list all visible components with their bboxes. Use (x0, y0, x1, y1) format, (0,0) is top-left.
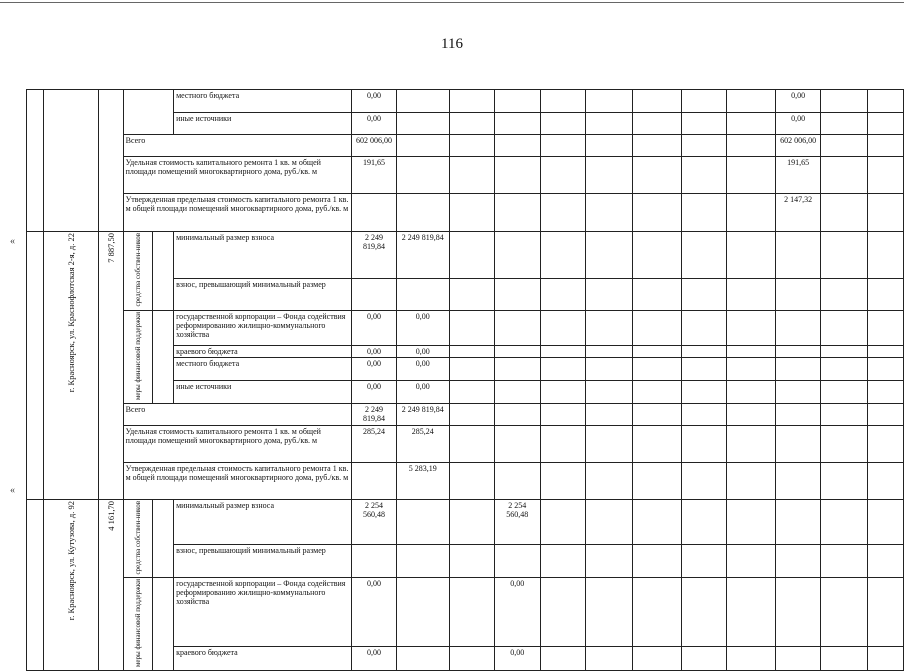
cost-cell: 0,00 (396, 358, 449, 381)
total-cost: 0,00 (352, 646, 396, 670)
cost-cell (449, 113, 494, 135)
table-row (27, 403, 904, 425)
cost-cell: 0,00 (494, 578, 540, 647)
total-cost (352, 544, 396, 577)
cost-cell (449, 310, 494, 345)
cost-cell: 602 006,00 (775, 135, 820, 157)
cost-cell (396, 194, 449, 232)
cost-cell: 0,00 (396, 345, 449, 357)
address-text: г. Красноярск, ул. Краснофлотская 2-я, д. 22 (65, 233, 76, 393)
area-cell (98, 232, 123, 500)
index-cell (27, 232, 44, 500)
cost-cell (449, 232, 494, 279)
group-support-text: меры финансовой поддержки (133, 579, 142, 668)
address-cell (43, 90, 98, 232)
cost-cell (396, 646, 449, 670)
source-label: государственной корпорации – Фонда содействия реформированию жилищно-коммунального хозяйства (174, 310, 352, 345)
cost-cell (449, 345, 494, 357)
total-cost: 602 006,00 (352, 135, 396, 157)
group-owners-text: средства собствен-ников (133, 233, 142, 307)
cost-cell: 0,00 (396, 310, 449, 345)
group-support-cell (123, 578, 152, 671)
group-owners-cell (123, 499, 152, 578)
cost-cell (396, 578, 449, 647)
table-row (27, 90, 904, 113)
index-cell (27, 90, 44, 232)
cost-cell (449, 278, 494, 310)
cost-cell (396, 544, 449, 577)
address-text: г. Красноярск, ул. Кутузова, д. 92 (65, 500, 76, 620)
total-cost: 191,65 (352, 157, 396, 194)
cost-cell (396, 90, 449, 113)
source-label: государственной корпорации – Фонда содействия реформированию жилищно-коммунального хозяйства (174, 578, 352, 647)
table-row (27, 194, 904, 232)
cost-cell (396, 113, 449, 135)
cost-cell: 0,00 (396, 380, 449, 403)
cost-cell: 5 283,19 (396, 462, 449, 499)
cost-cell (449, 90, 494, 113)
total-cost (352, 462, 396, 499)
cost-cell (396, 278, 449, 310)
source-label: краевого бюджета (174, 646, 352, 670)
cost-cell: 2 254 560,48 (494, 499, 540, 544)
total-cost: 0,00 (352, 310, 396, 345)
cost-cell (449, 194, 494, 232)
address-cell (43, 232, 98, 500)
cost-cell (494, 544, 540, 577)
capital-repair-table (26, 89, 904, 671)
total-label: Всего (123, 403, 352, 425)
cost-cell (449, 358, 494, 381)
cost-cell (449, 135, 494, 157)
area-cell (98, 499, 123, 671)
cost-cell (449, 462, 494, 499)
area-cell (98, 90, 123, 232)
source-label: взнос, превышающий минимальный размер (174, 544, 352, 577)
unit-cost-label: Удельная стоимость капитального ремонта 1 кв. м общей площади помещений многоквартирного дома, руб./кв. м (123, 425, 352, 462)
total-cost: 2 254 560,48 (352, 499, 396, 544)
source-label: местного бюджета (174, 358, 352, 381)
total-cost: 0,00 (352, 90, 396, 113)
cost-cell: 2 147,32 (775, 194, 820, 232)
cost-cell: 285,24 (396, 425, 449, 462)
source-label: иные источники (174, 380, 352, 403)
cost-cell (396, 135, 449, 157)
source-label: взнос, превышающий минимальный размер (174, 278, 352, 310)
cost-cell: 0,00 (775, 113, 820, 135)
group-owners-cell (123, 232, 152, 311)
index-cell (27, 499, 44, 671)
total-cost: 0,00 (352, 380, 396, 403)
cost-cell (449, 425, 494, 462)
cost-cell: 0,00 (775, 90, 820, 113)
cost-cell: 2 249 819,84 (396, 232, 449, 279)
area-text: 4 161,70 (105, 500, 116, 531)
group-support-cell (123, 310, 152, 403)
cost-cell: 2 249 819,84 (396, 403, 449, 425)
total-cost: 0,00 (352, 358, 396, 381)
total-cost (352, 278, 396, 310)
total-cost: 0,00 (352, 578, 396, 647)
table-row (27, 425, 904, 462)
quote-mark: « (10, 236, 15, 247)
source-label: минимальный размер взноса (174, 499, 352, 544)
table-row (27, 462, 904, 499)
quote-mark: « (10, 485, 15, 496)
address-cell (43, 499, 98, 671)
table-row (27, 310, 904, 345)
cost-cell: 191,65 (775, 157, 820, 194)
table-row (27, 157, 904, 194)
limit-cost-label: Утвержденная предельная стоимость капитального ремонта 1 кв. м общей площади помещений многоквартирного дома, руб./кв. м (123, 462, 352, 499)
total-cost: 285,24 (352, 425, 396, 462)
unit-cost-label: Удельная стоимость капитального ремонта 1 кв. м общей площади помещений многоквартирного дома, руб./кв. м (123, 157, 352, 194)
cost-cell (449, 403, 494, 425)
group-cell (123, 90, 173, 135)
total-cost: 0,00 (352, 113, 396, 135)
cost-cell (449, 380, 494, 403)
limit-cost-label: Утвержденная предельная стоимость капитального ремонта 1 кв. м общей площади помещений многоквартирного дома, руб./кв. м (123, 194, 352, 232)
cost-cell (449, 157, 494, 194)
group-support-text: меры финансовой поддержки (133, 311, 142, 400)
source-label: минимальный размер взноса (174, 232, 352, 279)
cost-cell (396, 499, 449, 544)
source-label: местного бюджета (174, 90, 352, 113)
group-owners-text: средства собствен-ников (133, 500, 142, 575)
cost-cell: 0,00 (494, 646, 540, 670)
table-row (27, 499, 904, 544)
table-row (27, 135, 904, 157)
top-rule (0, 2, 904, 3)
area-text: 7 887,50 (105, 233, 116, 263)
page-number: 116 (441, 36, 463, 52)
total-cost: 2 249 819,84 (352, 232, 396, 279)
total-cost: 0,00 (352, 345, 396, 357)
total-label: Всего (123, 135, 352, 157)
cost-cell (396, 157, 449, 194)
source-label: краевого бюджета (174, 345, 352, 357)
table-row (27, 578, 904, 647)
total-cost: 2 249 819,84 (352, 403, 396, 425)
total-cost (352, 194, 396, 232)
table-row (27, 232, 904, 279)
source-label: иные источники (174, 113, 352, 135)
